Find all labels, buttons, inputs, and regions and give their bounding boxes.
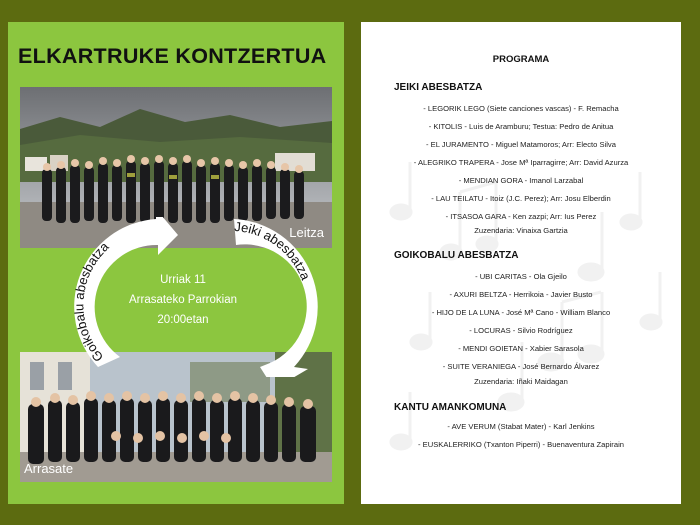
program-item: - LOCURAS - Silvio Rodríguez bbox=[469, 326, 573, 335]
section-heading-goikobalu: GOIKOBALU ABESBATZA bbox=[394, 250, 519, 261]
concert-poster bbox=[8, 22, 344, 504]
program-item: - UBI CARITAS - Ola Gjeilo bbox=[475, 272, 567, 281]
program-item: - KITOLIS - Luis de Aramburu; Testua: Pedro de Anitua bbox=[428, 122, 614, 131]
program-item: - LAU TEILATU - Itoiz (J.C. Perez); Arr: Josu Elberdin bbox=[431, 194, 611, 203]
leitza-label: Leitza bbox=[289, 225, 324, 240]
program-item: - ITSASOA GARA - Ken zazpi; Arr: Ius Perez bbox=[445, 212, 597, 221]
section-heading-kantu-amankomuna: KANTU AMANKOMUNA bbox=[394, 402, 507, 413]
event-time: 20:00etan bbox=[157, 314, 209, 326]
program-item: - SUITE VERANIEGA - José Bernardo Álvarez bbox=[442, 362, 600, 371]
program-item: - EUSKALERRIKO (Txanton Piperri) - Buenaventura Zapirain bbox=[418, 440, 624, 449]
program-item: - AVE VERUM (Stabat Mater) - Karl Jenkins bbox=[447, 422, 595, 431]
program-item: - ALEGRIKO TRAPERA - Jose Mª Iparragirre; Arr: David Azurza bbox=[413, 158, 629, 167]
event-place: Arrasateko Parrokian bbox=[128, 294, 238, 306]
program-item: - MENDIAN GORA - Imanol Larzabal bbox=[458, 176, 584, 185]
arrasate-label: Arrasate bbox=[24, 461, 74, 476]
poster-title: ELKARTRUKE KONTZERTUA bbox=[18, 44, 327, 68]
conductor-jeiki: Zuzendaria: Vinaixa Gartzia bbox=[474, 226, 568, 235]
music-notes-watermark-icon bbox=[361, 22, 681, 504]
program-sheet bbox=[361, 22, 681, 504]
program-item: - MENDI GOIETAN - Xabier Sarasola bbox=[458, 344, 584, 353]
program-item: - LEGORIK LEGO (Siete canciones vascas) - F. Remacha bbox=[423, 104, 619, 113]
section-heading-jeiki: JEIKI ABESBATZA bbox=[394, 82, 483, 93]
program-item: - HIJO DE LA LUNA - José Mª Cano - William Blanco bbox=[431, 308, 611, 317]
jeiki-arrow-text: Jeiki abesbatza bbox=[233, 218, 314, 283]
event-info bbox=[118, 270, 248, 330]
program-item: - EL JURAMENTO - Miguel Matamoros; Arr: Electo Silva bbox=[426, 140, 616, 149]
goikobalu-arrow-text: Goikobalu abesbatza bbox=[71, 238, 112, 365]
program-title: PROGRAMA bbox=[492, 54, 550, 65]
event-date: Urriak 11 bbox=[160, 274, 206, 286]
conductor-goikobalu: Zuzendaria: Iñaki Maidagan bbox=[474, 377, 568, 386]
program-item: - AXURI BELTZA - Herrikoia - Javier Busto bbox=[449, 290, 593, 299]
